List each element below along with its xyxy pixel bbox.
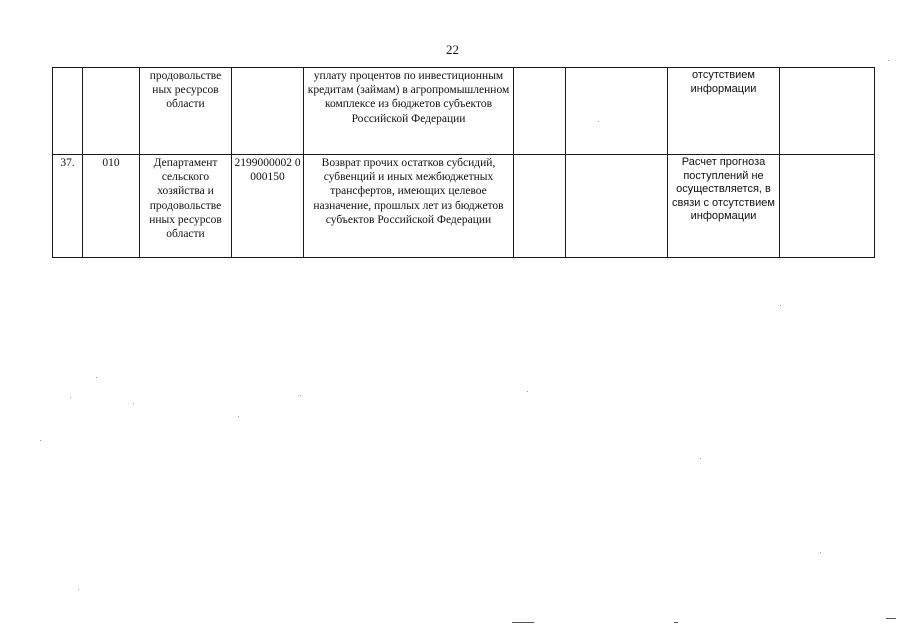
kbk-code-cell: 2199000002 0000150 [232,155,304,258]
scan-speck [888,60,889,61]
empty-cell [566,155,668,258]
table-row [53,68,875,155]
empty-cell [566,68,668,155]
scan-speck [96,377,97,378]
table-row [53,155,875,258]
scan-mark [886,618,896,619]
scan-speck [820,552,821,553]
note-cell: Расчет прогноза поступлений не осуществляется, в связи с отсутствием информации [668,155,780,258]
scan-speck [780,305,781,306]
note-cell: отсутствием информации [668,68,780,155]
department-cell: Департамент сельского хозяйства и продовольстве нных ресурсов области [140,155,232,258]
scan-speck [40,440,41,441]
empty-cell [514,68,566,155]
scan-speck [78,589,79,590]
scan-speck [527,391,528,392]
admin-code-cell [83,68,140,155]
scan-speck [133,403,134,404]
scan-speck [700,458,701,459]
scan-speck [300,395,301,396]
department-cell: продовольстве ных ресурсов области [140,68,232,155]
admin-code-cell: 010 [83,155,140,258]
revenue-forecast-table [52,67,875,258]
scan-mark [512,622,534,623]
empty-cell [780,68,875,155]
empty-cell [514,155,566,258]
page-number: 22 [446,42,459,57]
empty-cell [780,155,875,258]
description-cell: Возврат прочих остатков субсидий, субвенций и иных межбюджетных трансфертов, имеющих целевое назначение, прошлых лет из бюджетов субъектов Российской Федерации [304,155,514,258]
scan-speck [70,397,71,398]
scan-speck [238,416,239,417]
scan-speck [598,121,599,122]
kbk-code-cell [232,68,304,155]
description-cell: уплату процентов по инвестиционным кредитам (займам) в агропромышленном комплексе из бюджетов субъектов Российской Федерации [304,68,514,155]
scan-mark [674,622,678,623]
row-number-cell: 37. [53,155,83,258]
row-number-cell [53,68,83,155]
